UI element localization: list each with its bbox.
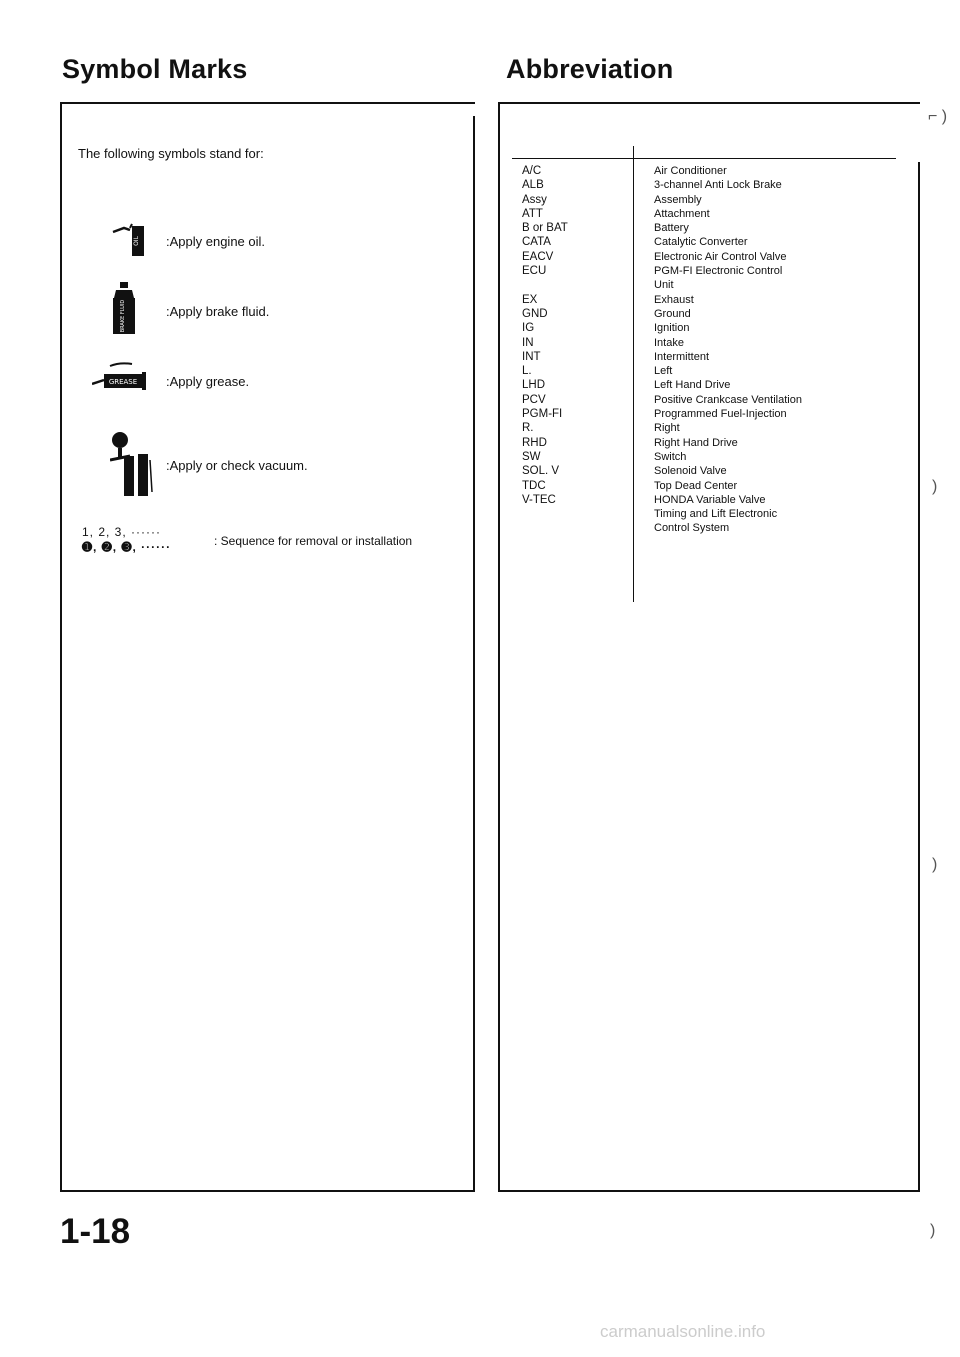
abbreviation-term: IN xyxy=(522,336,534,349)
symbol-label-grease: :Apply grease. xyxy=(166,374,250,389)
abbreviation-definition: Solenoid Valve xyxy=(654,465,727,478)
margin-bracket-mark: ) xyxy=(930,1222,936,1239)
abbreviation-term: R. xyxy=(522,422,534,435)
sequence-numbers-plain: 1, 2, 3, ······ xyxy=(82,525,162,539)
oil-can-icon-text: OIL xyxy=(133,236,140,246)
definition-list xyxy=(654,164,894,536)
symbol-label-oil: :Apply engine oil. xyxy=(166,234,266,249)
abbreviation-term: RHD xyxy=(522,436,547,449)
abbreviation-definition: Top Dead Center xyxy=(654,479,738,492)
grease-tube-icon-text: GREASE xyxy=(108,378,138,386)
abbreviation-definition: Unit xyxy=(654,279,674,292)
abbreviation-term: ALB xyxy=(522,179,544,192)
sequence-numbers-circled: ➊, ➋, ➌, ······ xyxy=(82,540,172,554)
vacuum-gauge-icon xyxy=(110,430,154,500)
abbreviation-term: EACV xyxy=(522,250,554,263)
abbreviation-term: PCV xyxy=(522,393,546,406)
abbreviation-term: PGM-FI xyxy=(522,408,563,421)
grease-tube-icon xyxy=(92,362,152,396)
abbreviation-definition: Ground xyxy=(654,307,691,320)
page-number: 1-18 xyxy=(60,1212,131,1251)
abbreviation-term: V-TEC xyxy=(522,493,556,506)
brake-fluid-icon-text: BRAKE FLUID xyxy=(120,299,126,333)
abbreviation-term: ATT xyxy=(522,207,543,220)
sequence-label: : Sequence for removal or installation xyxy=(214,534,413,548)
symbol-marks-heading: Symbol Marks xyxy=(62,54,248,84)
abbreviation-definition: Timing and Lift Electronic xyxy=(654,508,778,521)
abbreviation-spacer xyxy=(522,521,622,535)
symbols-intro: The following symbols stand for: xyxy=(78,146,264,161)
abbreviation-spacer xyxy=(522,507,622,521)
margin-bracket-mark: ) xyxy=(932,856,938,873)
abbreviation-definition: Air Conditioner xyxy=(654,165,727,177)
abbreviation-term: CATA xyxy=(522,236,551,249)
abbreviation-definition: Programmed Fuel-Injection xyxy=(654,408,787,421)
abbreviation-term: LHD xyxy=(522,379,546,392)
abbreviation-term: EX xyxy=(522,293,538,306)
oil-can-icon xyxy=(110,222,150,260)
abbreviation-definition: Intermittent xyxy=(654,350,710,363)
abbreviation-definition: Battery xyxy=(654,222,689,235)
abbreviation-term: IG xyxy=(522,322,535,335)
abbreviation-definition: Electronic Air Control Valve xyxy=(654,250,787,263)
abbreviation-term: SOL. V xyxy=(522,465,560,478)
abbreviation-definition: Intake xyxy=(654,336,684,349)
abbreviation-heading: Abbreviation xyxy=(506,54,674,84)
abbreviation-definition: Control System xyxy=(654,522,730,535)
abbreviation-definition: Positive Crankcase Ventilation xyxy=(654,393,802,406)
abbreviation-top-rule xyxy=(512,158,896,159)
brake-fluid-bottle-icon xyxy=(110,282,140,336)
abbreviation-definition: PGM-FI Electronic Control xyxy=(654,265,783,278)
abbreviation-term: A/C xyxy=(522,165,542,177)
abbreviation-term: INT xyxy=(522,350,541,363)
abbreviation-column-divider xyxy=(633,146,634,602)
abbreviation-definition: Exhaust xyxy=(654,293,694,306)
abbreviation-term: Assy xyxy=(522,193,547,206)
abbreviation-definition: Right xyxy=(654,422,680,435)
abbreviation-definition: Catalytic Converter xyxy=(654,236,748,249)
abbreviation-definition: Switch xyxy=(654,450,687,463)
abbreviation-definition: Left xyxy=(654,365,673,378)
abbreviation-term: B or BAT xyxy=(522,222,568,235)
abbreviation-term: L. xyxy=(522,365,532,378)
abbreviation-definition: Attachment xyxy=(654,207,710,220)
site-watermark: carmanualsonline.info xyxy=(600,1322,766,1341)
abbreviation-definition: Right Hand Drive xyxy=(654,436,738,449)
abbreviation-definition: Left Hand Drive xyxy=(654,379,731,392)
abbreviation-term: ECU xyxy=(522,265,547,278)
abbreviation-term: TDC xyxy=(522,479,546,492)
abbreviation-definition: 3-channel Anti Lock Brake xyxy=(654,179,782,192)
symbol-label-brake-fluid: :Apply brake fluid. xyxy=(166,304,270,319)
abbreviation-definition: Assembly xyxy=(654,193,702,206)
abbreviation-spacer xyxy=(522,278,622,292)
abbreviation-term: GND xyxy=(522,307,548,320)
symbol-label-vacuum: :Apply or check vacuum. xyxy=(166,458,308,473)
margin-bracket-mark: ⌐ ) xyxy=(928,108,948,125)
margin-bracket-mark: ) xyxy=(932,478,938,495)
abbreviation-definition: Ignition xyxy=(654,322,690,335)
symbol-marks-panel xyxy=(60,102,475,1192)
abbreviation-definition: HONDA Variable Valve xyxy=(654,493,766,506)
abbreviation-term: SW xyxy=(522,450,541,463)
abbreviation-list xyxy=(522,164,622,536)
